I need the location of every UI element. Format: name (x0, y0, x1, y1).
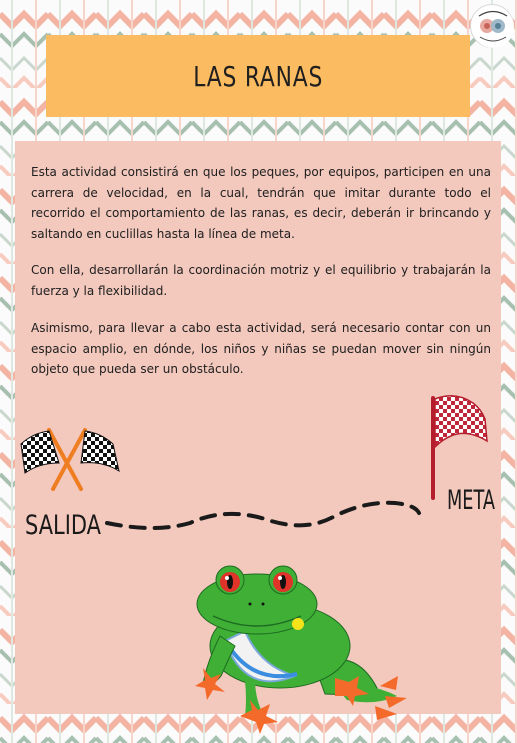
race-path (107, 503, 419, 528)
finish-label: META (447, 485, 496, 516)
page-title: LAS RANAS (193, 59, 323, 93)
benefits-paragraph: Con ella, desarrollarán la coordinación motriz y el equilibrio y trabajarán la fuerza y la flexibilidad. (31, 263, 491, 298)
brand-logo (470, 4, 514, 48)
requirements-paragraph: Asimismo, para llevar a cabo esta actividad, será necesario contar con un espacio amplio, en dónde, los niños y niñas se puedan mover sin ningún objeto que pueda ser un obstáculo. (31, 321, 491, 376)
race-illustration (15, 141, 501, 714)
description-paragraph: Esta actividad consistirá en que los peques, por equipos, participen en una carrera de velocidad, en la cual, tendrán que imitar durante todo el recorrido el comportamiento de las ranas, es decir, deberán ir brincando y saltando en cuclillas hasta la línea de meta. (31, 165, 491, 241)
logo-emblem-icon (471, 5, 515, 49)
crossed-start-flags-icon (21, 430, 119, 489)
finish-flag-icon (433, 396, 487, 498)
start-label: SALIDA (25, 510, 102, 541)
title-banner (46, 35, 470, 117)
content-panel (15, 141, 501, 714)
frog-illustration (195, 566, 407, 734)
